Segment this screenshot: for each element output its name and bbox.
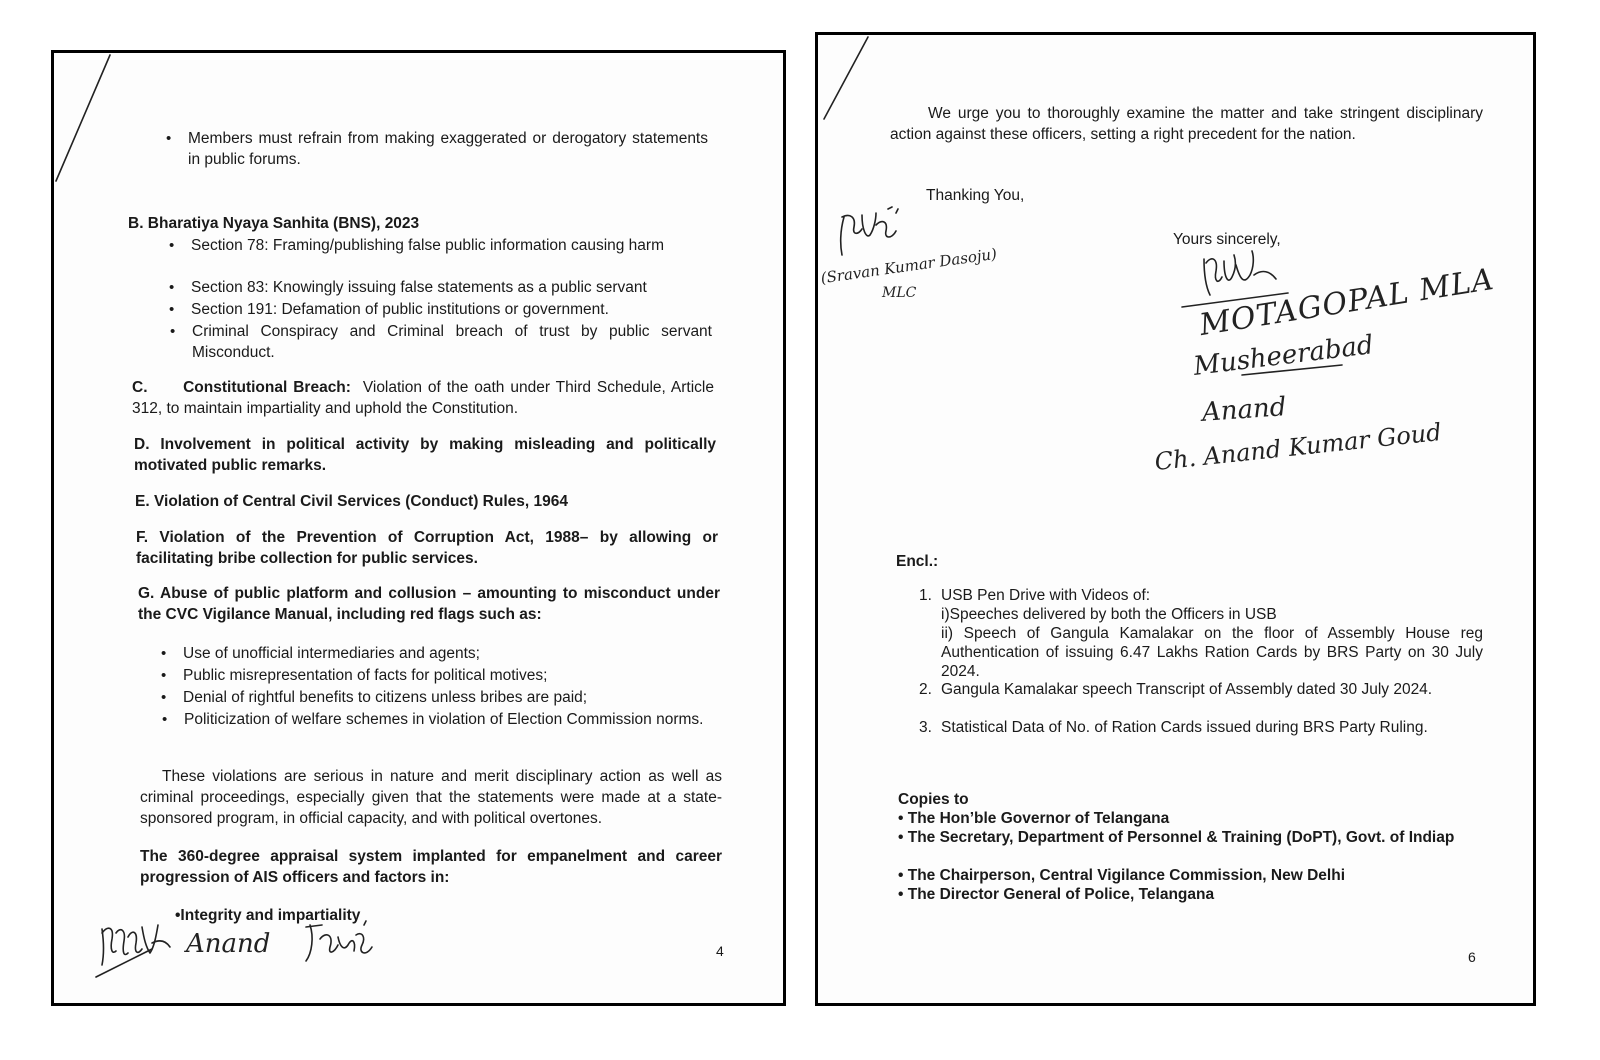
signature-dasoju-left — [300, 917, 380, 977]
bullet-members-text: • Members must refrain from making exaggerated or derogatory statements in public forums. — [188, 128, 708, 170]
signature-musheerabad: Musheerabad — [1191, 330, 1376, 382]
section-c-label: C. — [132, 379, 148, 396]
section-c-title: Constitutional Breach: — [183, 379, 351, 396]
g-item: • Use of unofficial intermediaries and agents; — [183, 643, 718, 664]
copies-item: • The Director General of Police, Telangana — [898, 886, 1215, 903]
copies-item: • The Chairperson, Central Vigilance Commission, New Delhi — [898, 867, 1345, 884]
document-page-4 — [51, 50, 786, 1006]
page-number: 4 — [716, 943, 724, 959]
g-item: • Politicization of welfare schemes in violation of Election Commission norms. — [184, 709, 704, 730]
copies-heading: Copies to — [898, 791, 969, 808]
enclosure-number: 3. — [919, 719, 932, 736]
enclosure-number: 1. — [919, 587, 932, 604]
signature-dasoju-name: (Sravan Kumar Dasoju) — [819, 244, 998, 288]
copies-item: • The Secretary, Department of Personnel & Training (DoPT), Govt. of Indiap — [898, 829, 1455, 846]
enclosure-line: Statistical Data of No. of Ration Cards issued during BRS Party Ruling. — [941, 719, 1428, 736]
signature-anand-left: Anand — [186, 929, 271, 959]
g-item: • Denial of rightful benefits to citizens unless bribes are paid; — [183, 687, 718, 708]
enclosure-item — [919, 718, 1483, 737]
bns-item: • Criminal Conspiracy and Criminal breach of trust by public servant Misconduct. — [192, 321, 712, 363]
bns-item: • Section 78: Framing/publishing false public information causing harm — [191, 235, 711, 256]
g-item: • Public misrepresentation of facts for political motives; — [183, 665, 718, 686]
enclosure-line: ii) Speech of Gangula Kamalakar on the floor of Assembly House reg Authentication of issuing 6.47 Lakhs Ration Cards by BRS Party on 30 July 2024. — [941, 625, 1483, 680]
enclosure-line: Gangula Kamalakar speech Transcript of Assembly dated 30 July 2024. — [941, 681, 1433, 698]
enclosure-item — [919, 586, 1483, 681]
signature-anand-kumar-goud: Ch. Anand Kumar Goud — [1153, 418, 1443, 476]
signature-motagopal — [90, 903, 180, 983]
document-page-6 — [815, 32, 1536, 1006]
section-f: F. Violation of the Prevention of Corruption Act, 1988– by allowing or facilitating bribe collection for public services. — [136, 529, 718, 567]
bns-item: • Section 83: Knowingly issuing false statements as a public servant — [191, 277, 731, 298]
page-edge-shadow — [54, 53, 114, 193]
page-edge-shadow — [818, 35, 878, 125]
signature-motagopal-mla: MOTAGOPAL MLA — [1197, 261, 1497, 344]
section-d: D. Involvement in political activity by making misleading and politically motivated public remarks. — [134, 436, 716, 474]
signature-mlc-title: MLC — [882, 285, 917, 301]
enclosure-item — [919, 680, 1483, 699]
thanking-you: Thanking You, — [926, 187, 1025, 204]
urge-paragraph: We urge you to thoroughly examine the matter and take stringent disciplinary action against these officers, setting a right precedent for the nation. — [890, 105, 1483, 143]
section-g: G. Abuse of public platform and collusion – amounting to misconduct under the CVC Vigilance Manual, including red flags such as: — [138, 585, 720, 623]
appraisal-paragraph: The 360-degree appraisal system implanted for empanelment and career progression of AIS officers and factors in: — [140, 848, 722, 886]
enclosure-line: i)Speeches delivered by both the Officers in USB — [941, 606, 1277, 623]
enclosure-number: 2. — [919, 681, 932, 698]
copies-item: • The Hon’ble Governor of Telangana — [898, 810, 1170, 827]
enclosure-line: USB Pen Drive with Videos of: — [941, 587, 1151, 604]
page-number: 6 — [1468, 949, 1476, 965]
section-c-text: Violation of the oath under Third Schedule, Article 312, to maintain impartiality and uphold the Constitution. — [132, 379, 714, 417]
bns-item: • Section 191: Defamation of public institutions or government. — [191, 299, 731, 320]
integrity-item: •Integrity and impartiality — [175, 907, 361, 924]
violations-paragraph: These violations are serious in nature and merit disciplinary action as well as criminal proceedings, especially given that the statements were made at a state-sponsored program, in official capacity, and with political overtones. — [140, 768, 722, 827]
enclosures-heading: Encl.: — [896, 553, 939, 570]
yours-sincerely: Yours sincerely, — [1173, 231, 1281, 248]
signature-dasoju — [826, 205, 916, 265]
section-e: E. Violation of Central Civil Services (Conduct) Rules, 1964 — [135, 493, 568, 510]
signature-anand: Anand — [1201, 392, 1288, 428]
section-c-paragraph — [132, 377, 714, 419]
section-b-heading: B. Bharatiya Nyaya Sanhita (BNS), 2023 — [128, 215, 420, 232]
signature-underline — [1238, 363, 1348, 379]
